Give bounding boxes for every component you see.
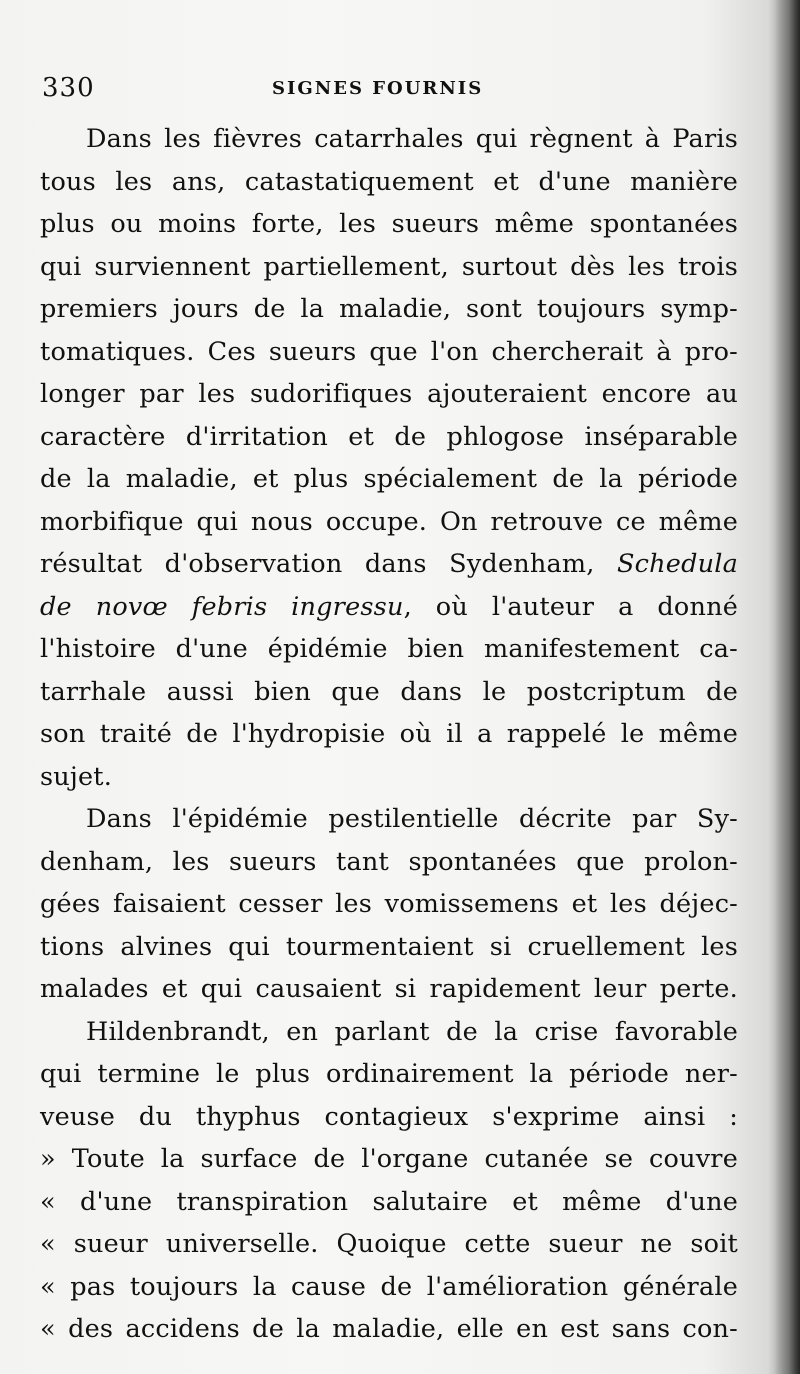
text-line: tomatiques. Ces sueurs que l'on chercherait à pro- <box>40 336 738 367</box>
paragraph <box>40 1011 738 1351</box>
paragraph <box>40 798 738 1011</box>
paragraph <box>40 118 738 798</box>
text-line <box>40 586 738 629</box>
text-line <box>40 543 738 586</box>
italic-title: de novœ febris ingressu <box>40 591 404 622</box>
line-text: résultat d'observation dans Sydenham, <box>40 549 595 579</box>
text-line: malades et qui causaient si rapidement leur perte. <box>40 974 738 1004</box>
text-line: gées faisaient cesser les vomissemens et les déjec- <box>40 889 738 919</box>
text-line: Hildenbrandt, en parlant de la crise favorable <box>86 1016 738 1047</box>
line-text: , où l'auteur a donné <box>403 591 739 622</box>
page-number: 330 <box>42 73 95 103</box>
text-line: Dans l'épidémie pestilentielle décrite par Sy- <box>86 804 738 834</box>
text-line: « des accidens de la maladie, elle en est sans con- <box>40 1314 738 1344</box>
text-line: « sueur universelle. Quoique cette sueur ne soit <box>40 1229 738 1259</box>
text-line: » Toute la surface de l'organe cutanée se couvre <box>40 1144 738 1174</box>
text-line: morbifique qui nous occupe. On retrouve ce même <box>40 506 738 537</box>
italic-title: Schedula <box>617 549 738 579</box>
text-line: tarrhale aussi bien que dans le postcriptum de <box>40 676 738 707</box>
text-line: caractère d'irritation et de phlogose inséparable <box>40 421 738 452</box>
page-header <box>42 72 732 104</box>
text-line: denham, les sueurs tant spontanées que prolon- <box>40 846 738 877</box>
text-line: qui surviennent partiellement, surtout dès les trois <box>40 251 738 282</box>
text-line: « d'une transpiration salutaire et même d'une <box>40 1186 738 1217</box>
text-line: tous les ans, catastatiquement et d'une manière <box>40 166 738 197</box>
text-line: premiers jours de la maladie, sont toujours symp- <box>40 294 738 324</box>
page-spine-shadow <box>774 0 800 1374</box>
text-line: l'histoire d'une épidémie bien manifestement ca- <box>40 634 738 664</box>
text-line: Dans les fièvres catarrhales qui règnent à Paris <box>86 124 738 154</box>
text-line: de la maladie, et plus spécialement de la période <box>40 464 738 494</box>
text-line: son traité de l'hydropisie où il a rappelé le même <box>40 719 738 749</box>
text-line: tions alvines qui tourmentaient si cruellement les <box>40 931 738 962</box>
text-line: veuse du thyphus contagieux s'exprime ainsi : <box>40 1101 738 1132</box>
body-text <box>40 118 738 1351</box>
text-line: « pas toujours la cause de l'amélioration générale <box>40 1271 738 1302</box>
text-line: sujet. <box>40 761 113 792</box>
text-line: plus ou moins forte, les sueurs même spontanées <box>40 209 738 239</box>
text-line: longer par les sudorifiques ajouteraient encore au <box>40 379 738 409</box>
running-head: SIGNES FOURNIS <box>272 78 484 99</box>
text-line: qui termine le plus ordinairement la période ner- <box>40 1059 738 1089</box>
